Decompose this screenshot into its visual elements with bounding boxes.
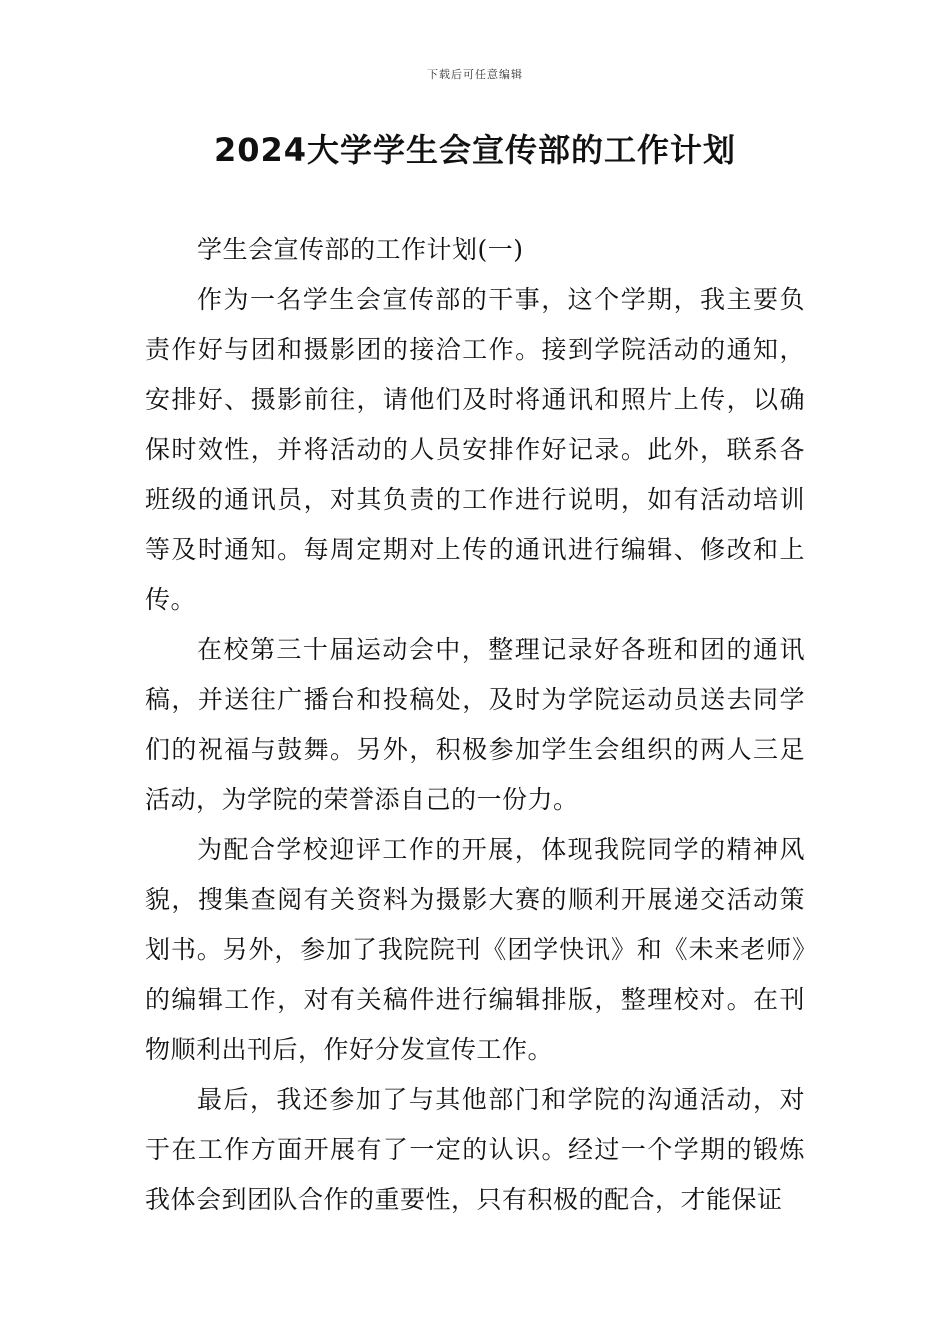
section-subtitle: 学生会宣传部的工作计划(一) <box>197 235 524 264</box>
paragraph-3: 为配合学校迎评工作的开展，体现我院同学的精神风貌，搜集查阅有关资料为摄影大赛的顺利开展递交活动策划书。另外，参加了我院院刊《团学快讯》和《未来老师》的编辑工作，对有关稿件进行编辑排版，整理校对。在刊物顺利出刊后，作好分发宣传工作。 <box>145 835 805 1064</box>
paragraph-4: 最后，我还参加了与其他部门和学院的沟通活动，对于在工作方面开展有了一定的认识。经过一个学期的锻炼我体会到团队合作的重要性，只有积极的配合，才能保证 <box>145 1085 805 1214</box>
document-body <box>145 225 805 1225</box>
page-header-note: 下载后可任意编辑 <box>427 68 523 81</box>
paragraph-1: 作为一名学生会宣传部的干事，这个学期，我主要负责作好与团和摄影团的接洽工作。接到学院活动的通知，安排好、摄影前往，请他们及时将通讯和照片上传，以确保时效性，并将活动的人员安排作好记录。此外，联系各班级的通讯员，对其负责的工作进行说明，如有活动培训等及时通知。每周定期对上传的通讯进行编辑、修改和上传。 <box>145 285 805 614</box>
document-title: 2024大学学生会宣传部的工作计划 <box>213 131 737 169</box>
paragraph-2: 在校第三十届运动会中，整理记录好各班和团的通讯稿，并送往广播台和投稿处，及时为学院运动员送去同学们的祝福与鼓舞。另外，积极参加学生会组织的两人三足活动，为学院的荣誉添自己的一份力。 <box>145 635 805 814</box>
